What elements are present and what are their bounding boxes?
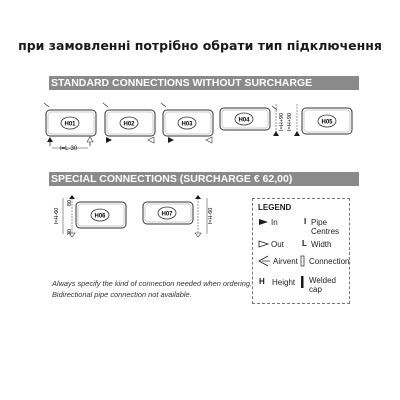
airvent-icon: [44, 103, 49, 107]
legend-symbol-i: I: [304, 217, 307, 226]
legend-symbol-l: L: [302, 239, 307, 248]
in-arrow-icon: [69, 195, 75, 199]
page-heading: при замовленні потрібно обрати тип підключення: [18, 38, 382, 53]
diagram-h07: [143, 195, 214, 237]
diagram-h01: [44, 103, 96, 152]
dim-h-plus-90-b: I=H+90: [287, 112, 293, 132]
diagram-h04: [220, 104, 285, 136]
legend-label-width: Width: [311, 240, 332, 249]
code-h07: H07: [161, 211, 173, 218]
dim-offset-30: 30: [67, 228, 73, 236]
airvent-icon: [103, 103, 108, 107]
airvent-icon: [161, 103, 166, 107]
code-h03: H03: [181, 121, 193, 128]
in-arrow-icon: [47, 137, 53, 142]
legend-label-connection: Connection: [309, 257, 350, 266]
in-arrow-icon: [195, 195, 201, 199]
code-h01: H01: [64, 121, 76, 128]
code-h02: H02: [123, 121, 135, 128]
dim-l-minus-30: I=L-30: [60, 146, 78, 152]
out-arrow-icon: [148, 137, 154, 143]
dim-h-minus-60-a: I=H-60: [54, 207, 60, 225]
in-arrow-icon: [168, 137, 174, 143]
out-arrow-icon: [195, 233, 201, 237]
section-special-header: SPECIAL CONNECTIONS (SURCHARGE € 62,00): [49, 172, 359, 186]
in-arrow-icon: [106, 137, 112, 143]
dim-h-plus-90-a: I=H+90: [279, 112, 285, 132]
code-h04: H04: [238, 117, 250, 124]
out-arrow-icon: [87, 137, 93, 142]
note-bidirectional: Bidirectional pipe connection not available.: [52, 290, 192, 299]
legend-label-out: Out: [271, 240, 284, 249]
dim-h-minus-60-b: I=H-60: [208, 207, 214, 225]
code-h06: H06: [94, 213, 106, 220]
diagram-h05: [287, 104, 352, 136]
legend-label-in: In: [271, 218, 278, 227]
out-arrow-icon: [206, 137, 212, 143]
legend-label-height: Height: [272, 278, 296, 287]
dim-offset-80: 80: [67, 199, 73, 207]
legend-label-pipe-centres: Pipe Centres: [311, 218, 340, 236]
diagram-h02: [103, 103, 155, 143]
note-specify-connection: Always specify the kind of connection needed when ordering.: [52, 279, 253, 288]
code-h05: H05: [321, 119, 333, 126]
legend-symbol-h: H: [259, 277, 265, 286]
legend-label-airvent: Airvent: [273, 257, 298, 266]
diagram-h06: [54, 195, 126, 237]
section-standard-header: STANDARD CONNECTIONS WITHOUT SURCHARGE: [49, 76, 359, 90]
diagram-h03: [161, 103, 213, 143]
in-arrow-icon: [294, 131, 300, 136]
legend-title: LEGEND: [258, 203, 292, 212]
legend-label-welded-cap: Welded cap: [309, 276, 336, 294]
